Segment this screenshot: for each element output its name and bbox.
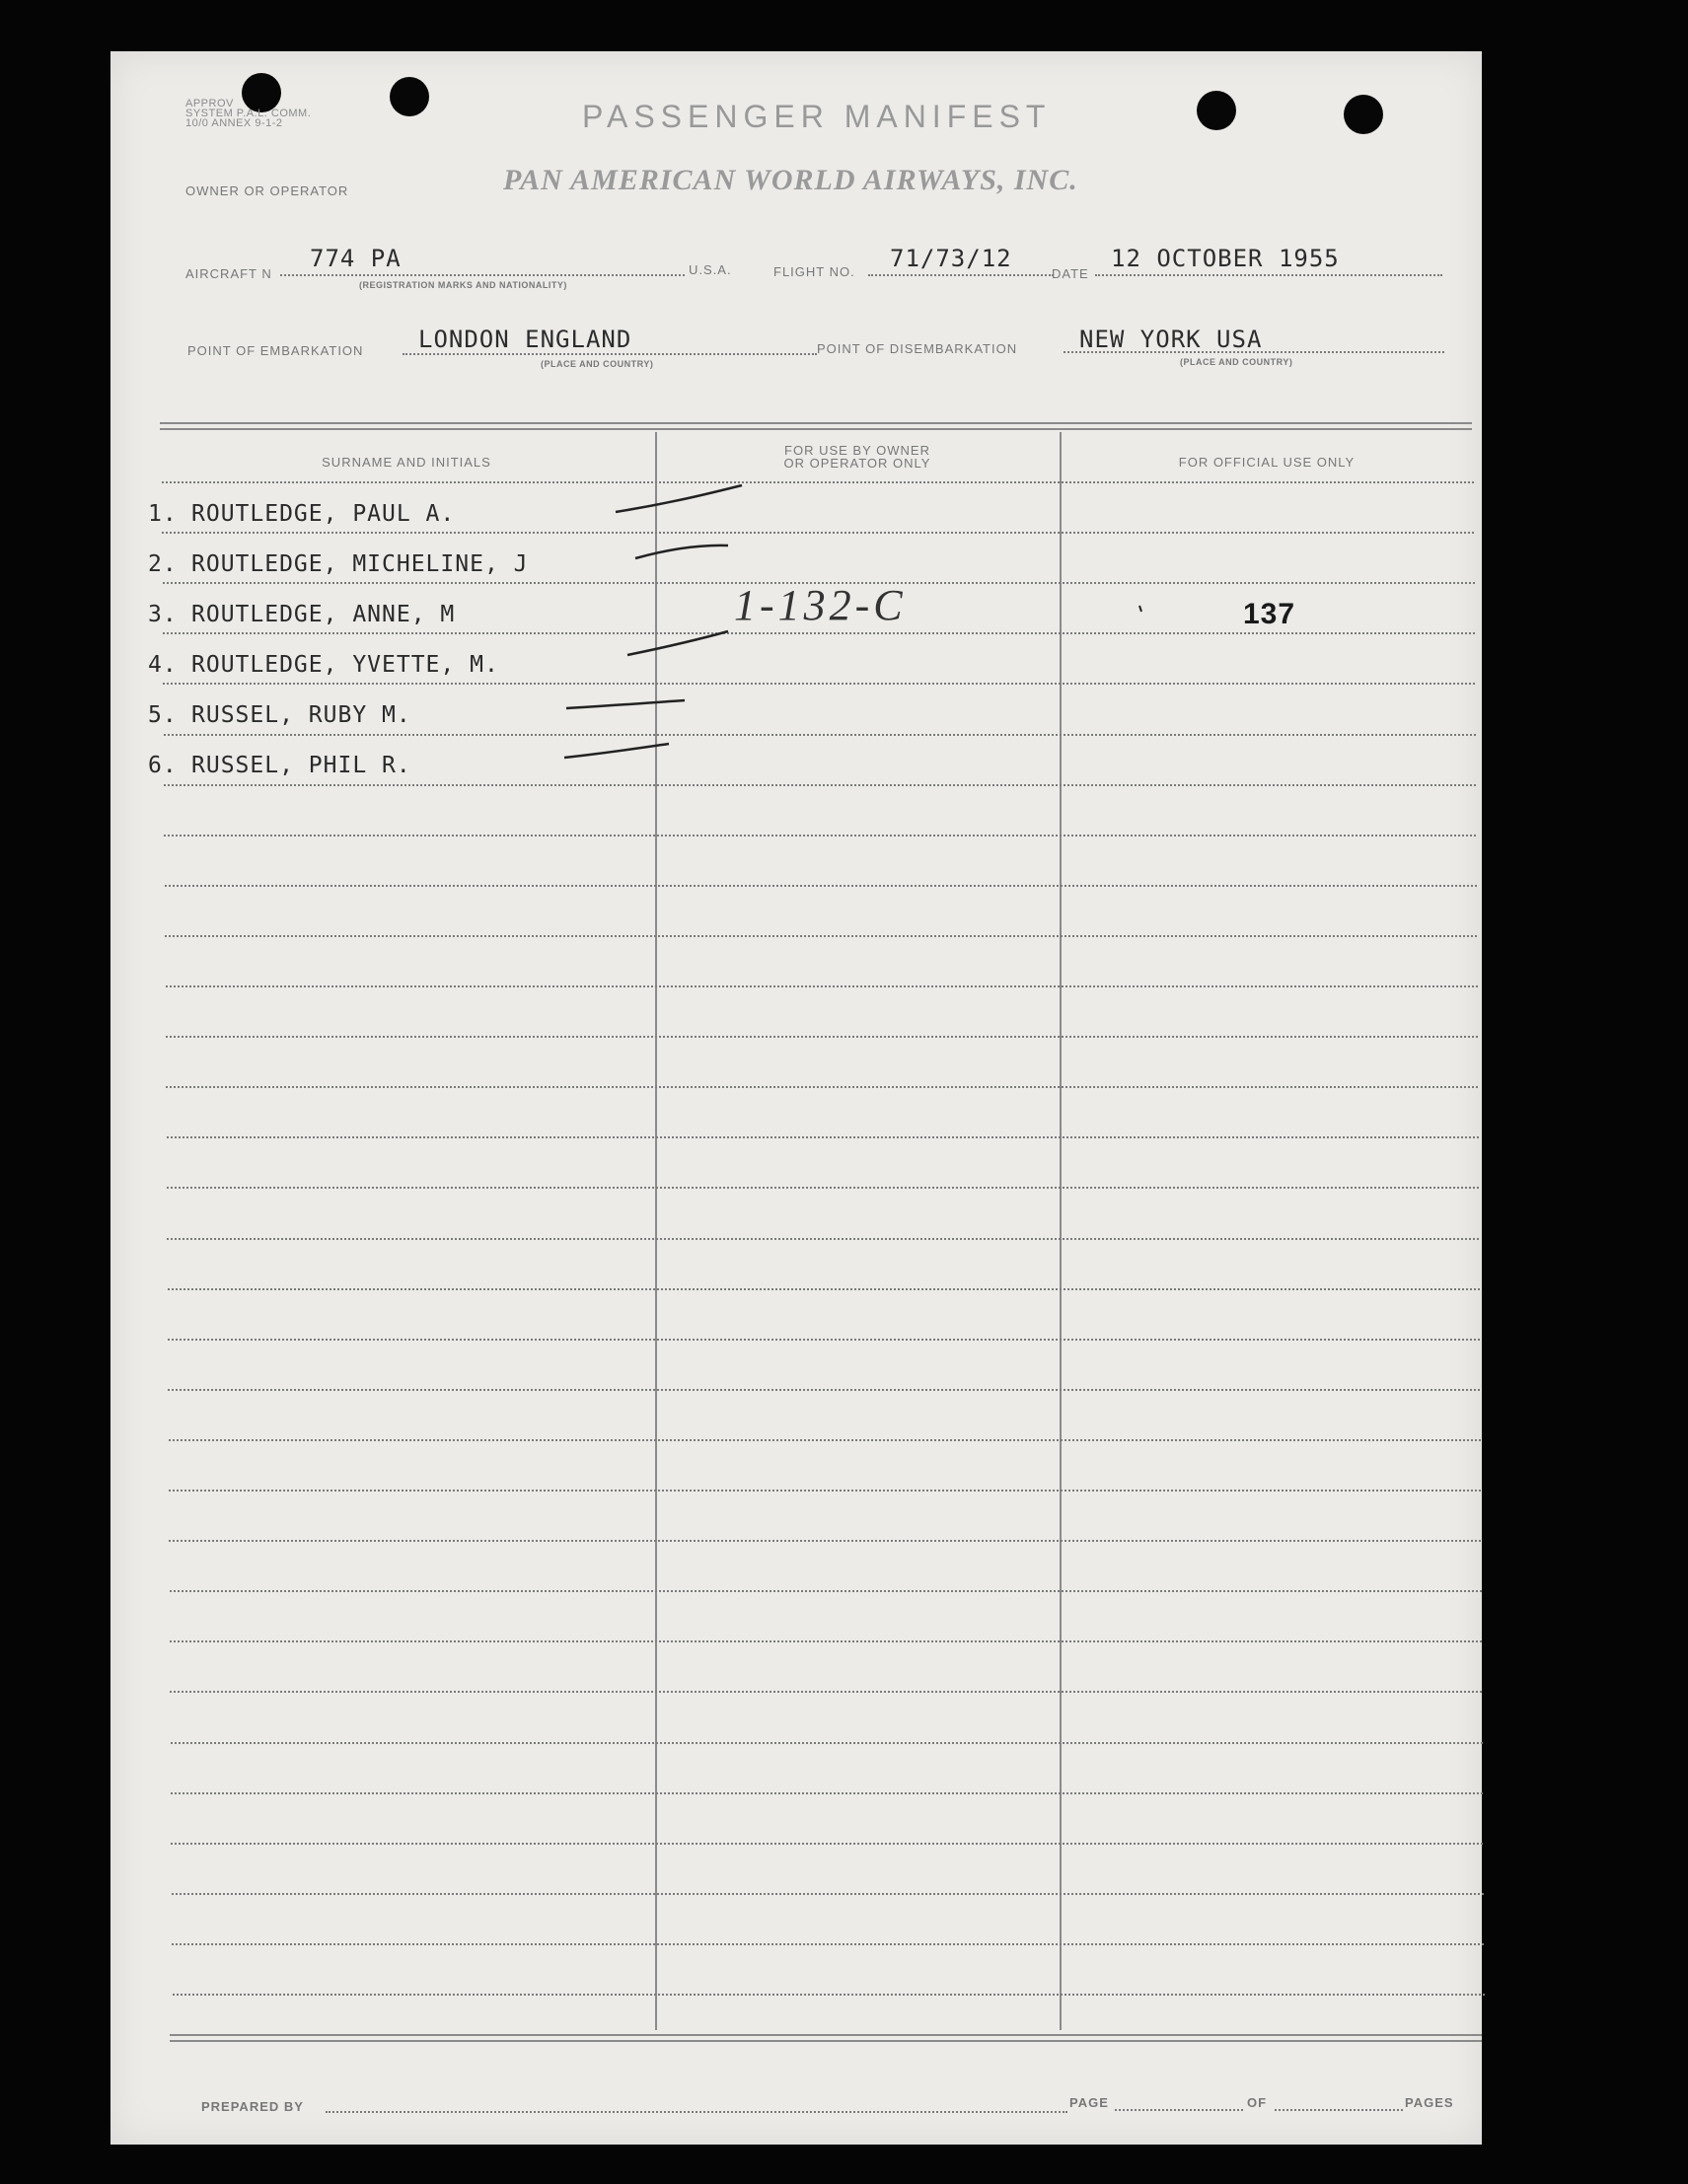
of-line (1275, 2109, 1403, 2111)
column-header-surname: SURNAME AND INITIALS (322, 455, 491, 470)
table-bottom-rule (170, 2034, 1482, 2036)
passenger-number: 4. (148, 652, 178, 678)
aircraft-label: AIRCRAFT N (185, 266, 272, 281)
owner-use-line2: OR OPERATOR ONLY (783, 456, 931, 471)
passenger-number: 5. (148, 702, 178, 728)
owner-use-line1: FOR USE BY OWNER (784, 443, 930, 458)
passenger-name: ROUTLEDGE, PAUL A. (191, 501, 456, 527)
prepared-by-label: PREPARED BY (201, 2099, 304, 2114)
pen-mark (1139, 606, 1141, 612)
approval-line: SYSTEM P.A.L. COMM. (185, 108, 312, 119)
approval-line: 10/0 ANNEX 9-1-2 (185, 117, 283, 129)
country-label: U.S.A. (689, 262, 732, 277)
pages-label: PAGES (1405, 2095, 1454, 2110)
pen-mark (566, 700, 685, 708)
passenger-name: ROUTLEDGE, MICHELINE, J (191, 551, 529, 577)
page-line (1115, 2109, 1243, 2111)
passenger-number: 2. (148, 551, 178, 577)
aircraft-value: 774 PA (310, 245, 402, 272)
operator-name: PAN AMERICAN WORLD AIRWAYS, INC. (503, 164, 1078, 196)
disembark-value: NEW YORK USA (1079, 326, 1263, 353)
date-label: DATE (1052, 266, 1089, 281)
disembark-label: POINT OF DISEMBARKATION (817, 341, 1018, 356)
pen-mark (616, 485, 742, 512)
pen-mark (627, 631, 728, 655)
of-label: OF (1247, 2095, 1268, 2110)
passenger-number: 1. (148, 501, 178, 527)
passenger-name: ROUTLEDGE, ANNE, M (191, 602, 456, 627)
pen-mark (635, 546, 728, 558)
passenger-number: 6. (148, 753, 178, 778)
prepared-by-line (326, 2111, 1067, 2113)
embark-sublabel: (PLACE AND COUNTRY) (541, 359, 654, 369)
manifest-title: PASSENGER MANIFEST (582, 99, 1052, 134)
table-bottom-rule (170, 2040, 1482, 2042)
page-label: PAGE (1069, 2095, 1109, 2110)
passenger-name: ROUTLEDGE, YVETTE, M. (191, 652, 499, 678)
official-number: 137 (1243, 598, 1296, 630)
owner-label: OWNER OR OPERATOR (185, 183, 349, 198)
aircraft-sublabel: (REGISTRATION MARKS AND NATIONALITY) (359, 280, 567, 290)
disembark-sublabel: (PLACE AND COUNTRY) (1180, 357, 1293, 367)
passenger-name: RUSSEL, PHIL R. (191, 753, 411, 778)
approval-line: APPROV (185, 98, 234, 109)
column-header-official: FOR OFFICIAL USE ONLY (1178, 455, 1356, 470)
passenger-name: RUSSEL, RUBY M. (191, 702, 411, 728)
flight-value: 71/73/12 (890, 245, 1012, 272)
embark-value: LONDON ENGLAND (418, 326, 632, 353)
handwritten-code: 1-132-C (734, 581, 907, 629)
passenger-number: 3. (148, 602, 178, 627)
pen-mark (564, 744, 669, 758)
date-value: 12 OCTOBER 1955 (1111, 245, 1340, 272)
flight-label: FLIGHT NO. (773, 264, 855, 279)
embark-label: POINT OF EMBARKATION (187, 343, 364, 358)
